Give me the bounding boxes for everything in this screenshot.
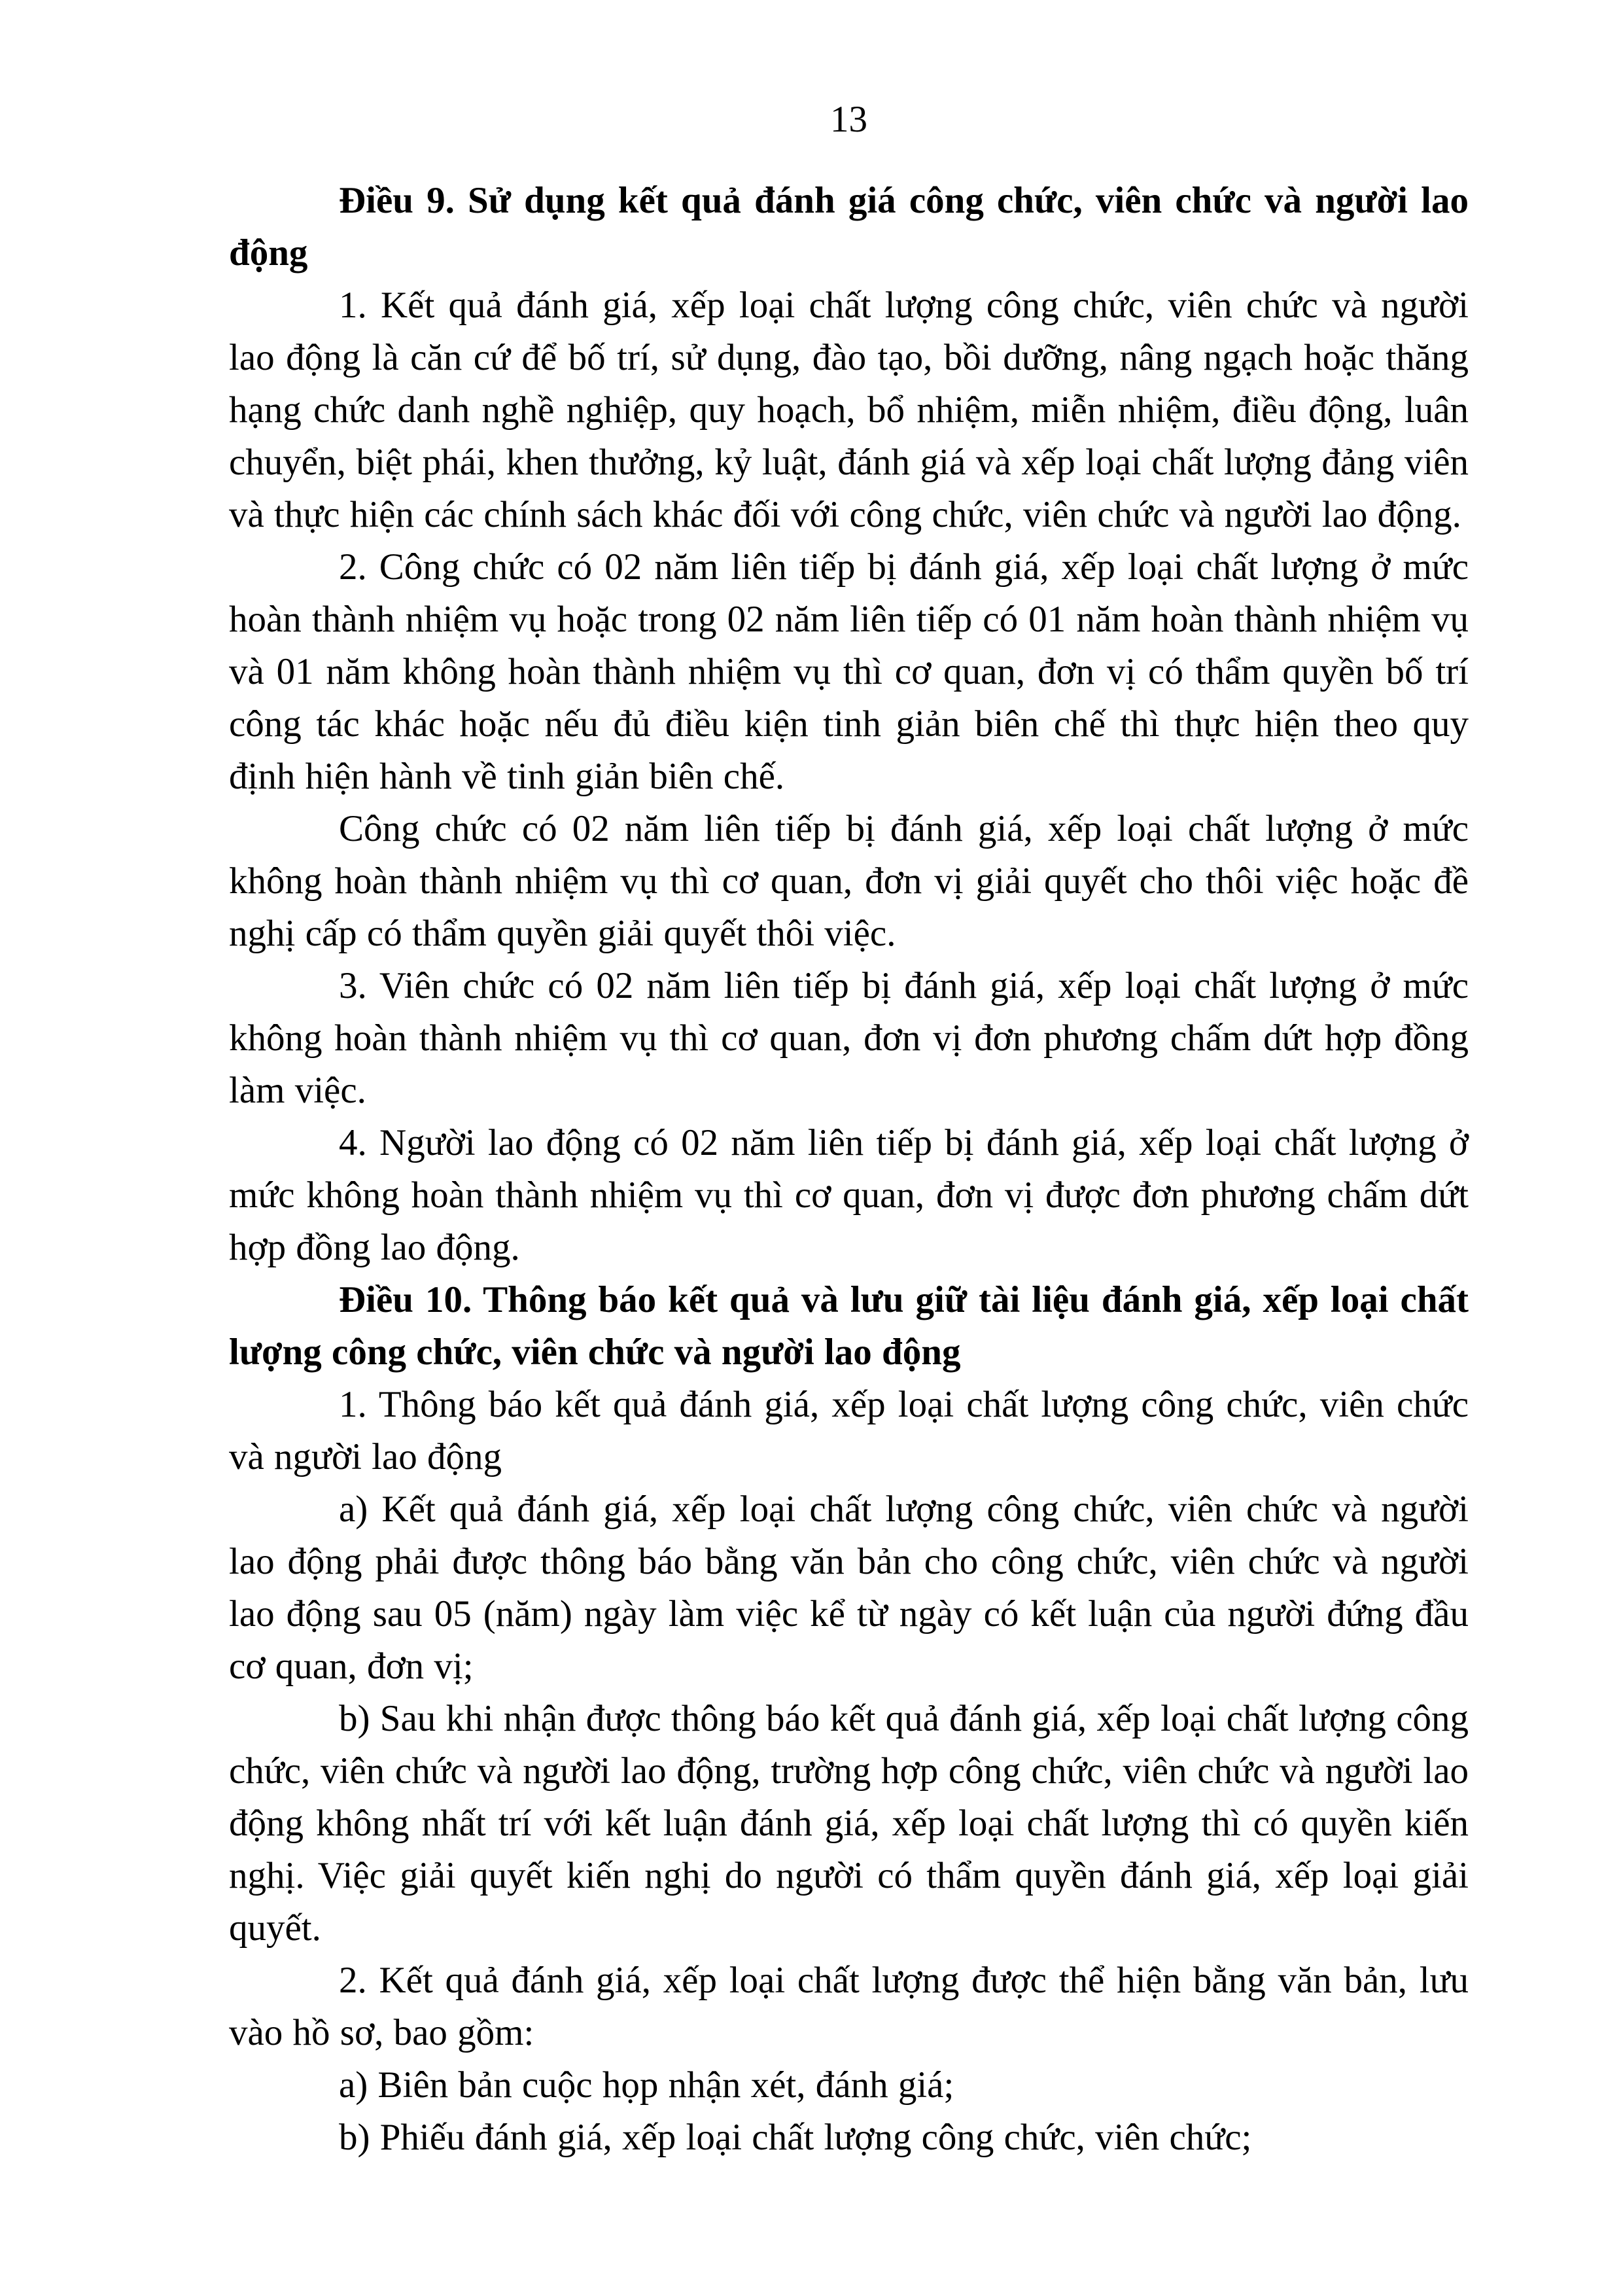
document-content [229, 94, 1469, 2164]
document-paragraph: b) Phiếu đánh giá, xếp loại chất lượng công chức, viên chức; [339, 2117, 1252, 2158]
document-paragraph: Công chức có 02 năm liên tiếp bị đánh giá, xếp loại chất lượng ở mức không hoàn thành nhiệm vụ thì cơ quan, đơn vị giải quyết cho thôi việc hoặc đề nghị cấp có thẩm quyền giải quyết thôi việc. [229, 808, 1469, 954]
document-paragraph: a) Biên bản cuộc họp nhận xét, đánh giá; [339, 2064, 954, 2106]
document-paragraph: a) Kết quả đánh giá, xếp loại chất lượng công chức, viên chức và người lao động phải được thông báo bằng văn bản cho công chức, viên chức và người lao động sau 05 (năm) ngày làm việc kể từ ngày có kết luận của người đứng đầu cơ quan, đơn vị; [229, 1489, 1469, 1687]
section-heading: Điều 9. Sử dụng kết quả đánh giá công chức, viên chức và người lao động [229, 180, 1469, 274]
document-paragraph: 4. Người lao động có 02 năm liên tiếp bị đánh giá, xếp loại chất lượng ở mức không hoàn thành nhiệm vụ thì cơ quan, đơn vị được đơn phương chấm dứt hợp đồng lao động. [229, 1122, 1469, 1268]
document-paragraph: 2. Công chức có 02 năm liên tiếp bị đánh giá, xếp loại chất lượng ở mức hoàn thành nhiệm vụ hoặc trong 02 năm liên tiếp có 01 năm hoàn thành nhiệm vụ và 01 năm không hoàn thành nhiệm vụ thì cơ quan, đơn vị có thẩm quyền bố trí công tác khác hoặc nếu đủ điều kiện tinh giản biên chế thì thực hiện theo quy định hiện hành về tinh giản biên chế. [229, 546, 1469, 797]
document-paragraph: b) Sau khi nhận được thông báo kết quả đánh giá, xếp loại chất lượng công chức, viên chức và người lao động, trường hợp công chức, viên chức và người lao động không nhất trí với kết luận đánh giá, xếp loại chất lượng thì có quyền kiến nghị. Việc giải quyết kiến nghị do người có thẩm quyền đánh giá, xếp loại giải quyết. [229, 1698, 1469, 1949]
section-heading: Điều 10. Thông báo kết quả và lưu giữ tài liệu đánh giá, xếp loại chất lượng công chức, viên chức và người lao động [229, 1279, 1469, 1373]
document-paragraph: 1. Thông báo kết quả đánh giá, xếp loại chất lượng công chức, viên chức và người lao động [229, 1384, 1469, 1477]
document-body [229, 175, 1469, 2164]
page-number: 13 [830, 99, 867, 140]
document-paragraph: 3. Viên chức có 02 năm liên tiếp bị đánh giá, xếp loại chất lượng ở mức không hoàn thành nhiệm vụ thì cơ quan, đơn vị đơn phương chấm dứt hợp đồng làm việc. [229, 965, 1469, 1111]
document-paragraph: 2. Kết quả đánh giá, xếp loại chất lượng được thể hiện bằng văn bản, lưu vào hồ sơ, bao gồm: [229, 1960, 1469, 2053]
document-paragraph: 1. Kết quả đánh giá, xếp loại chất lượng công chức, viên chức và người lao động là căn cứ để bố trí, sử dụng, đào tạo, bồi dưỡng, nâng ngạch hoặc thăng hạng chức danh nghề nghiệp, quy hoạch, bổ nhiệm, miễn nhiệm, điều động, luân chuyển, biệt phái, khen thưởng, kỷ luật, đánh giá và xếp loại chất lượng đảng viên và thực hiện các chính sách khác đối với công chức, viên chức và người lao động. [229, 285, 1469, 535]
